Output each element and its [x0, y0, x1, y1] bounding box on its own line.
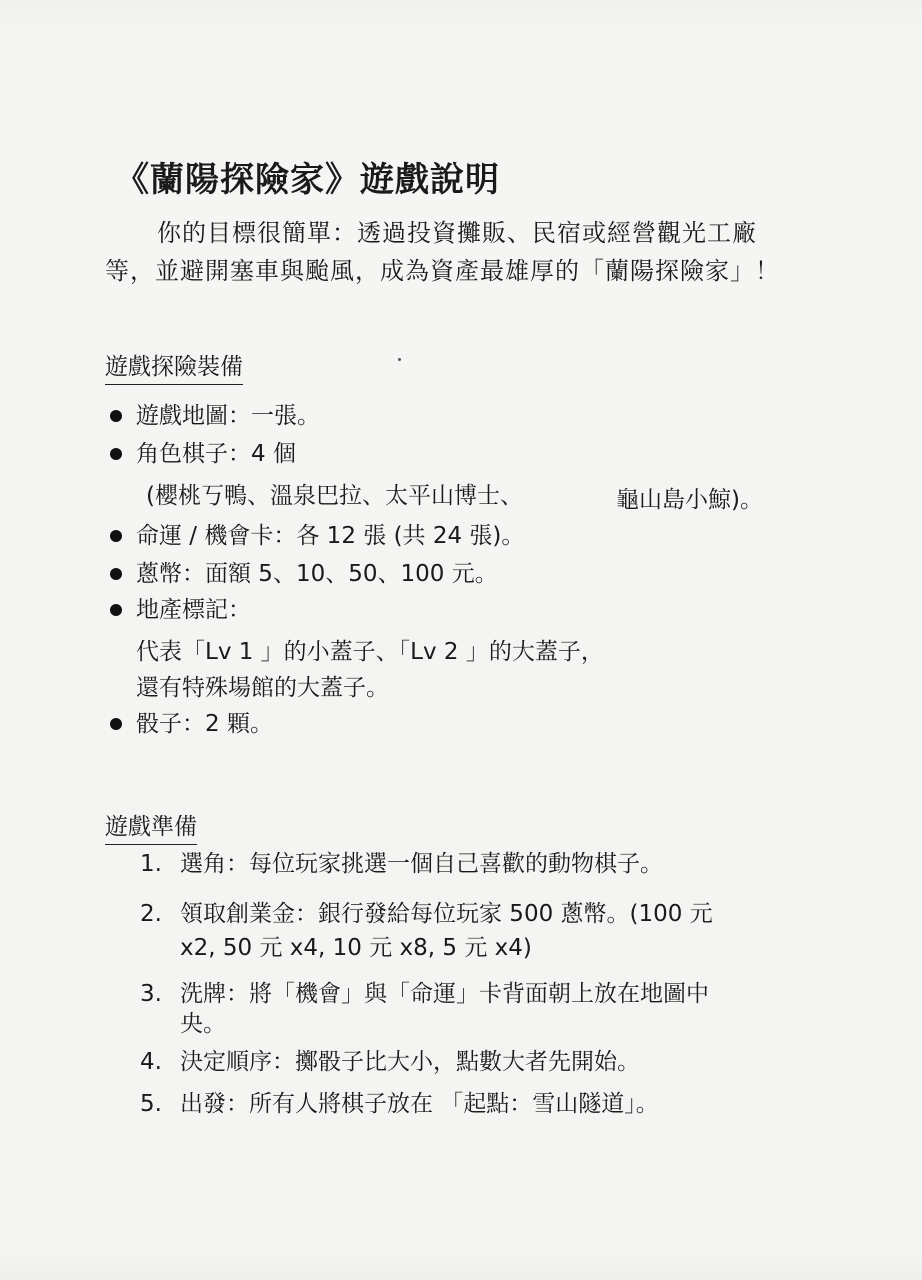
pieces-list-part: 龜山島小鯨)。 — [616, 487, 763, 513]
step-text-continued: 央。 — [180, 1011, 226, 1037]
bullet-icon — [110, 530, 122, 542]
marker-description: 代表「Lv 1 」的小蓋子、「Lv 2 」的大蓋子， — [136, 639, 604, 665]
step-text: 選角：每位玩家挑選一個自己喜歡的動物棋子。 — [180, 851, 663, 877]
equipment-heading: 遊戲探險裝備 — [105, 352, 243, 385]
step-text: 洗牌：將「機會」與「命運」卡背面朝上放在地圖中 — [180, 981, 709, 1007]
step-number: 3. — [140, 981, 162, 1007]
step-text: 出發：所有人將棋子放在 「起點：雪山隧道」。 — [180, 1091, 659, 1117]
step-number: 2. — [140, 901, 162, 927]
preparation-heading: 遊戲準備 — [105, 812, 197, 845]
document-title: 《蘭陽探險家》遊戲說明 — [115, 160, 500, 200]
bullet-icon — [110, 410, 122, 422]
list-item-text: 命運 / 機會卡：各 12 張 (共 24 張)。 — [136, 523, 525, 549]
list-item-text: 角色棋子：4 個 — [136, 441, 296, 467]
pieces-list-part: (櫻桃丂鴨、溫泉巴拉、太平山博士、 — [146, 483, 523, 509]
intro-line: 等，並避開塞車與颱風，成為資產最雄厚的「蘭陽探險家」！ — [105, 257, 780, 285]
step-number: 1. — [140, 851, 162, 877]
list-item-text: 骰子：2 顆。 — [136, 711, 273, 737]
step-number: 4. — [140, 1049, 162, 1075]
intro-line: 你的目標很簡單：透過投資攤販、民宿或經營觀光工廠 — [157, 219, 757, 247]
list-item-text: 地產標記： — [136, 597, 251, 623]
step-text: 領取創業金：銀行發給每位玩家 500 蔥幣。(100 元 — [180, 901, 713, 927]
paper-speck — [398, 358, 401, 361]
bullet-icon — [110, 448, 122, 460]
step-text: 決定順序：擲骰子比大小，點數大者先開始。 — [180, 1049, 640, 1075]
step-text-continued: x2, 50 元 x4, 10 元 x8, 5 元 x4) — [180, 935, 532, 961]
marker-description: 還有特殊場館的大蓋子。 — [136, 675, 389, 701]
bullet-icon — [110, 718, 122, 730]
step-number: 5. — [140, 1091, 162, 1117]
list-item-text: 遊戲地圖：一張。 — [136, 403, 320, 429]
bullet-icon — [110, 604, 122, 616]
bullet-icon — [110, 568, 122, 580]
list-item-text: 蔥幣：面額 5、10、50、100 元。 — [136, 561, 498, 587]
intro-paragraph — [105, 214, 825, 290]
